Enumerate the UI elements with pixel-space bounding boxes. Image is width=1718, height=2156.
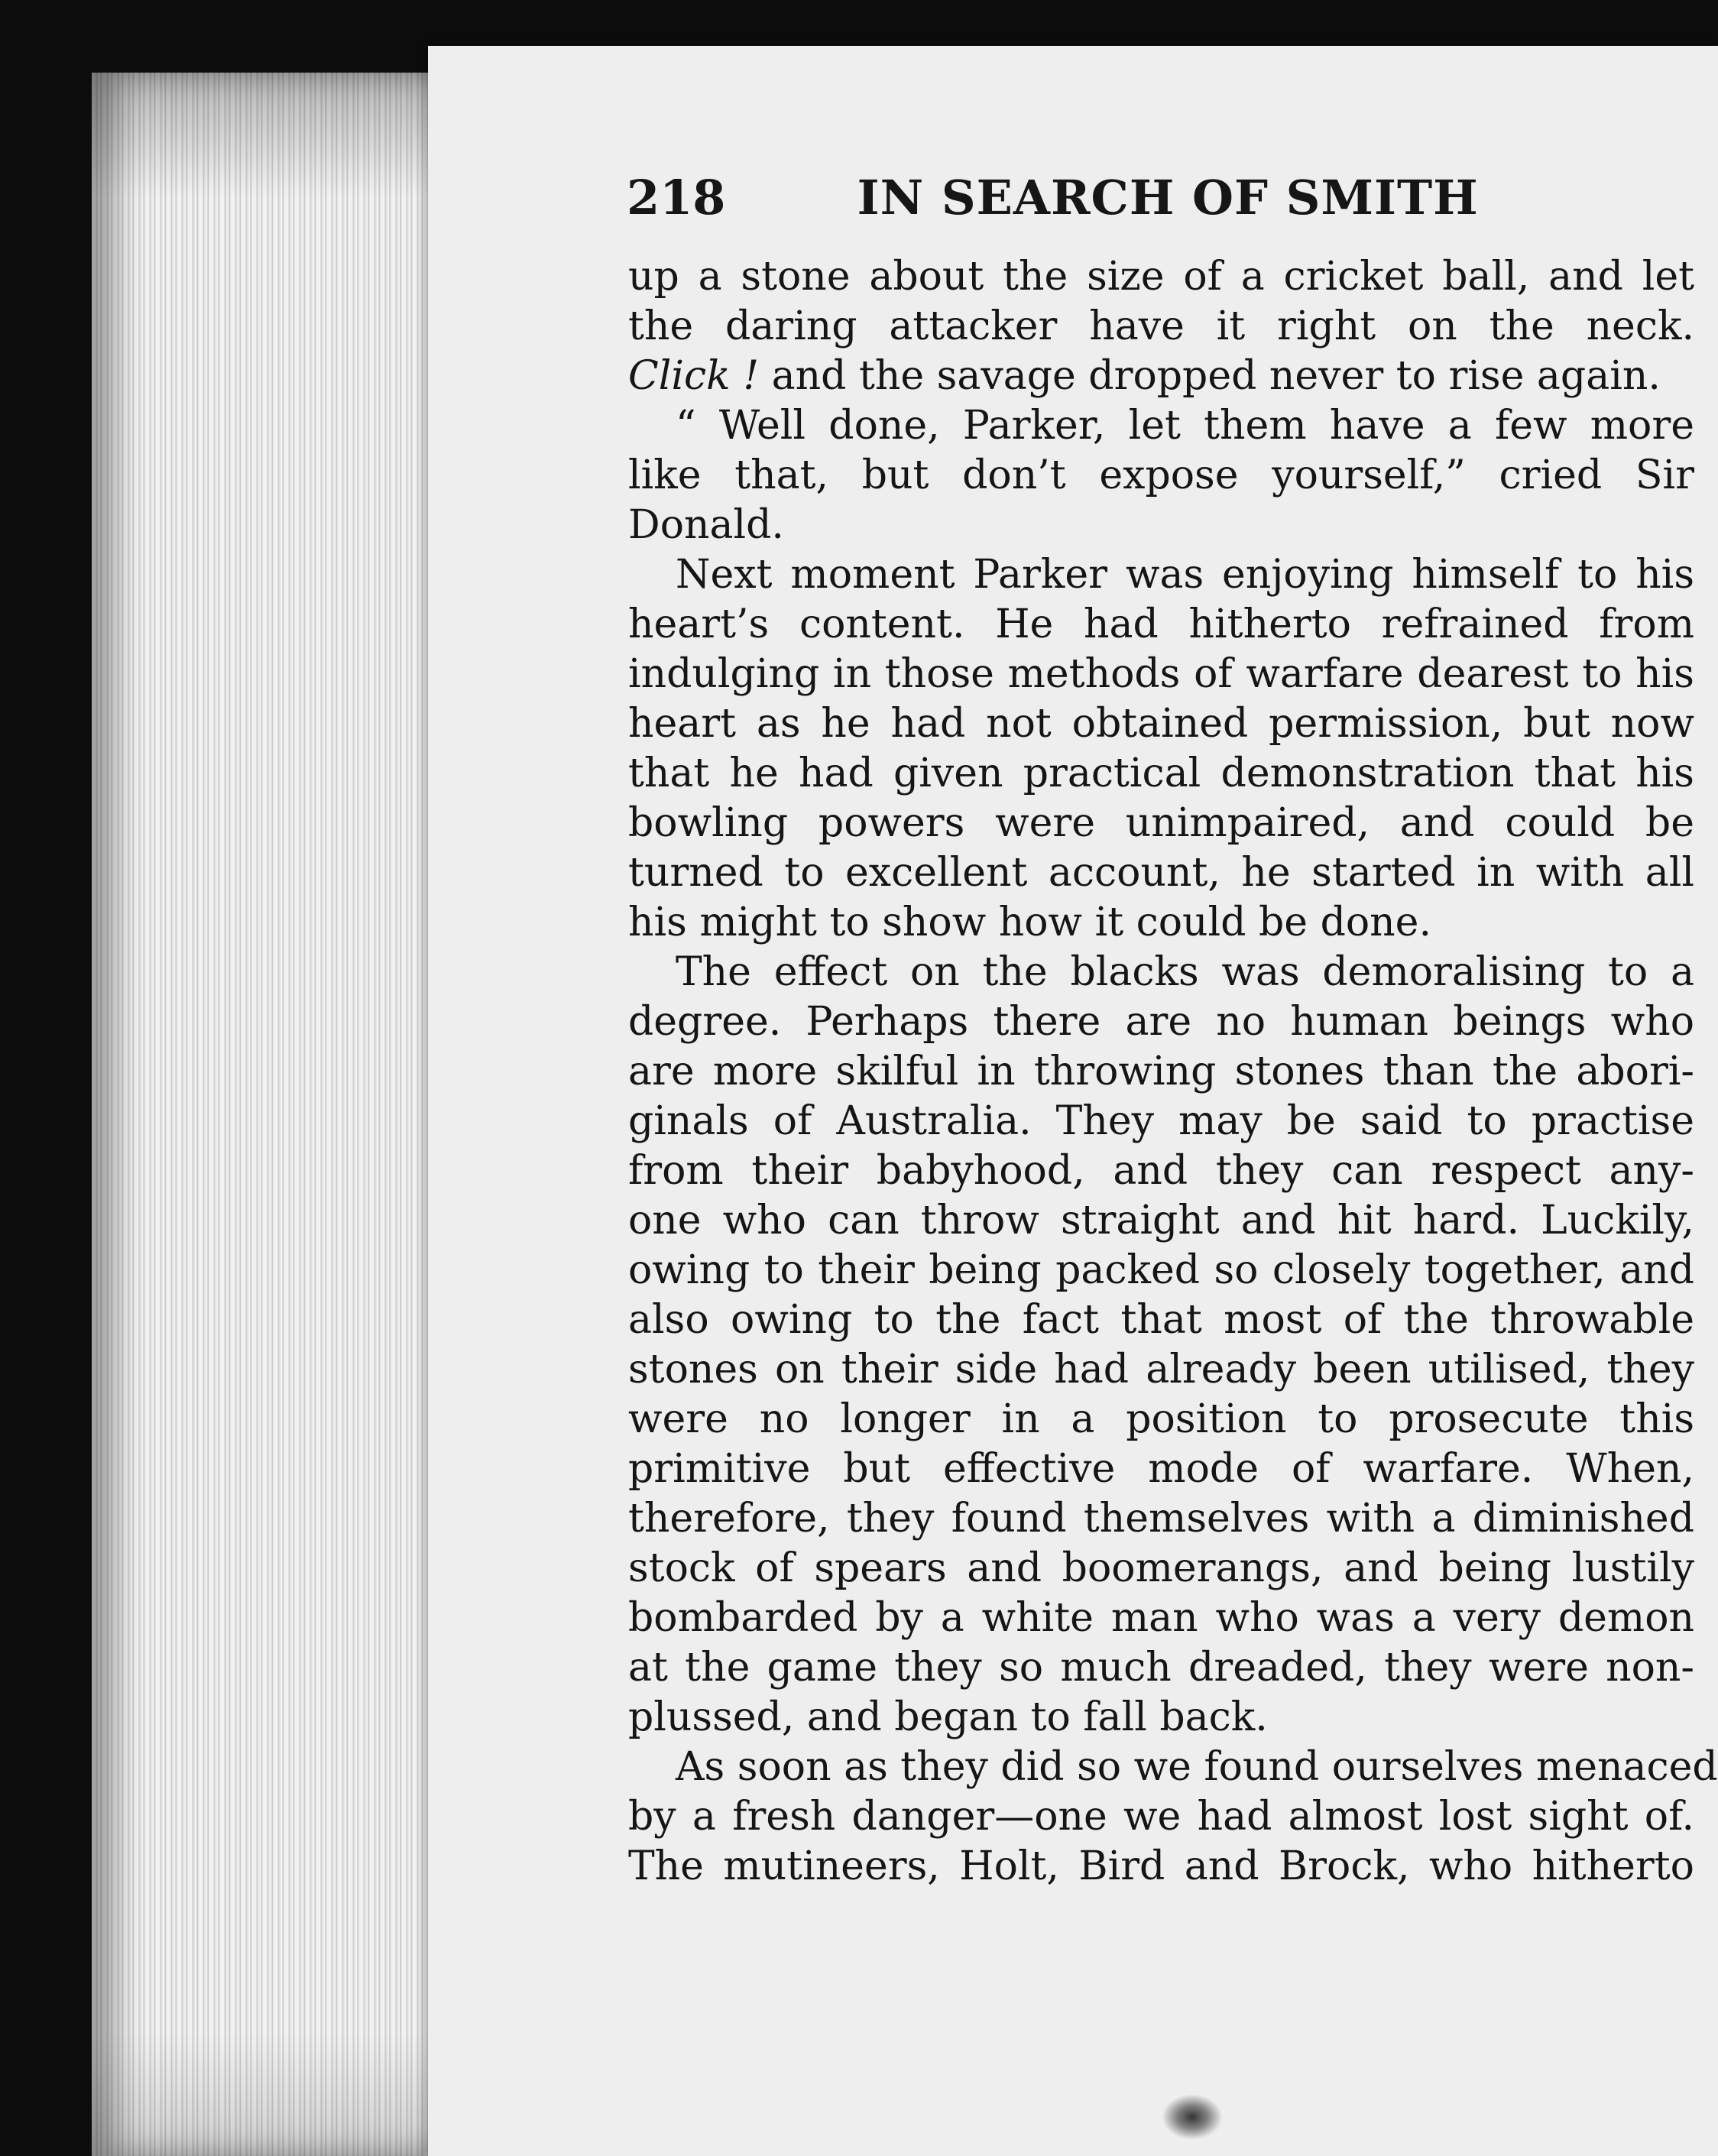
text-line: therefore, they found themselves with a diminished	[628, 1496, 1694, 1542]
text-line: up a stone about the size of a cricket ball, and let	[628, 254, 1694, 300]
text-line: “ Well done, Parker, let them have a few more	[676, 403, 1694, 449]
text-line: the daring attacker have it right on the neck.	[628, 303, 1694, 349]
text-line: heart as he had not obtained permission, but now	[628, 701, 1694, 747]
text-line: stones on their side had already been utilised, they	[628, 1347, 1694, 1392]
running-title: IN SEARCH OF SMITH	[857, 170, 1479, 225]
text-line: owing to their being packed so closely together, and	[628, 1247, 1694, 1293]
text-line: heart’s content. He had hitherto refrained from	[628, 601, 1694, 647]
text-line: Click ! and the savage dropped never to rise again.	[628, 353, 1661, 399]
text-line: bowling powers were unimpaired, and could be	[628, 800, 1694, 846]
text-line: ginals of Australia. They may be said to practise	[628, 1098, 1694, 1144]
text-line: plussed, and began to fall back.	[628, 1694, 1268, 1740]
running-head	[627, 170, 1479, 238]
text-line: The mutineers, Holt, Bird and Brock, who hitherto	[628, 1843, 1694, 1889]
text-line: As soon as they did so we found ourselves menaced	[676, 1744, 1718, 1790]
text-line: at the game they so much dreaded, they were non-	[628, 1645, 1694, 1691]
ink-smudge	[1162, 2094, 1223, 2140]
text-line: turned to excellent account, he started in with all	[628, 850, 1694, 896]
text-line: that he had given practical demonstration that his	[628, 751, 1694, 796]
text-line: were no longer in a position to prosecute this	[628, 1396, 1694, 1442]
body-text	[628, 252, 1718, 1892]
text-line: from their babyhood, and they can respect any-	[628, 1148, 1694, 1194]
text-line: stock of spears and boomerangs, and being lustily	[628, 1545, 1694, 1591]
page-number: 218	[627, 170, 726, 225]
text-line: The effect on the blacks was demoralising to a	[676, 949, 1694, 995]
text-line: Next moment Parker was enjoying himself to his	[676, 552, 1694, 598]
text-line: by a fresh danger—one we had almost lost sight of.	[628, 1794, 1694, 1840]
text-line: degree. Perhaps there are no human beings who	[628, 999, 1694, 1045]
text-line: like that, but don’t expose yourself,” cried Sir	[628, 452, 1694, 498]
text-line: are more skilful in throwing stones than the abori-	[628, 1049, 1694, 1094]
text-line: Donald.	[628, 502, 784, 548]
text-line: indulging in those methods of warfare dearest to his	[628, 651, 1694, 697]
text-line: also owing to the fact that most of the throwable	[628, 1297, 1694, 1343]
text-line: primitive but effective mode of warfare. When,	[628, 1446, 1694, 1492]
text-line: one who can throw straight and hit hard. Luckily,	[628, 1198, 1694, 1243]
text-line: bombarded by a white man who was a very demon	[628, 1595, 1694, 1641]
page-edges	[92, 73, 459, 2156]
text-line: his might to show how it could be done.	[628, 900, 1431, 945]
